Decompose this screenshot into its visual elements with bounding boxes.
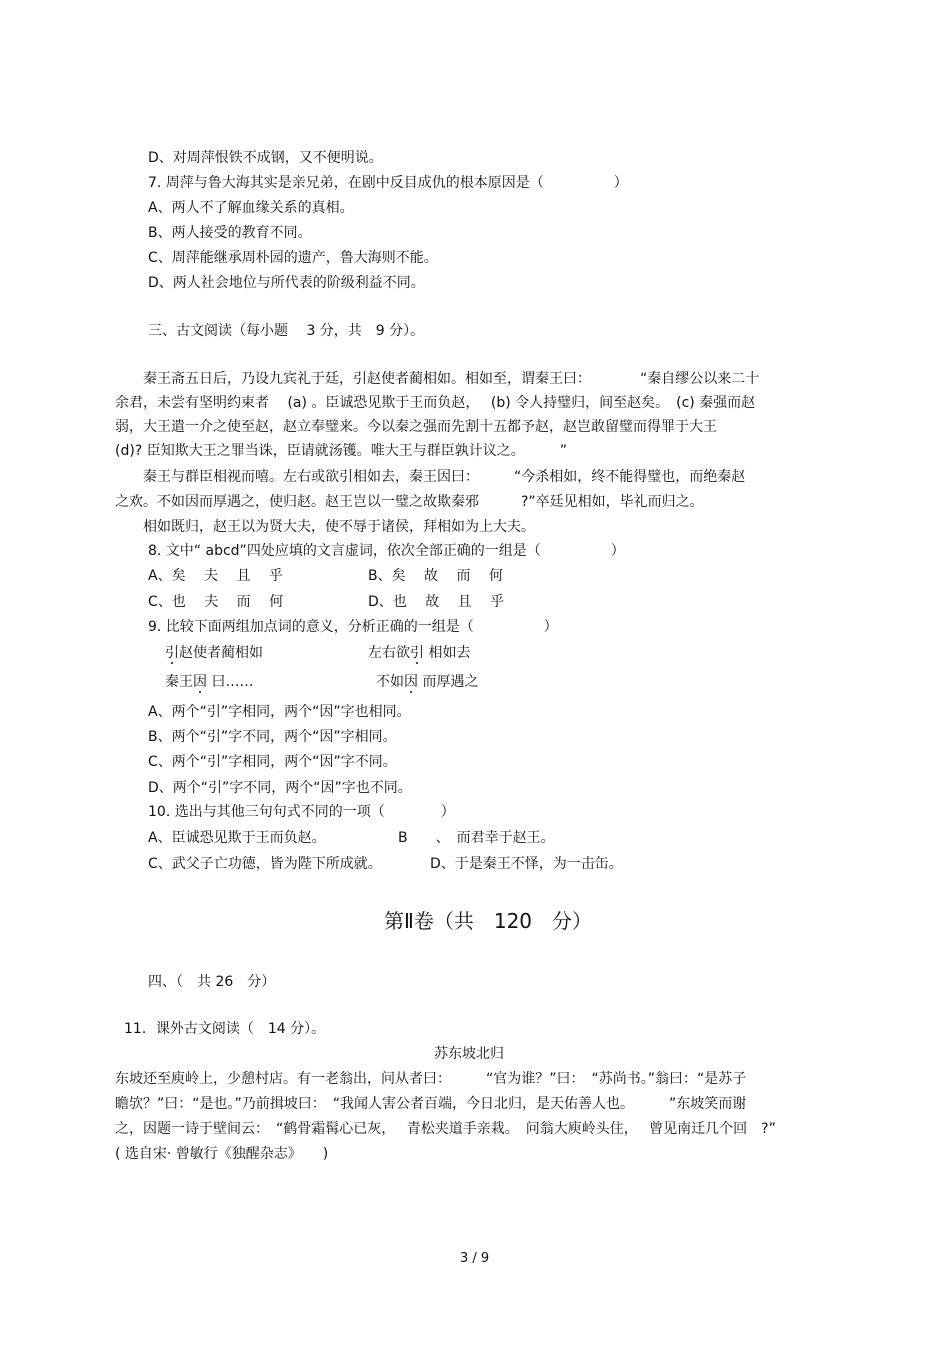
example-text: 秦王	[165, 674, 193, 690]
passage2-line: 瞻欤？”曰：“是也。”乃前揖坡曰： “我闻人害公者百端，今日北归，是天佑善人也。 ”东坡笑而谢	[115, 1096, 747, 1112]
q9-option-d: D、两个“引”字不同，两个“因”字也不同。	[148, 780, 412, 796]
passage-line: 秦王与群臣相视而嘻。左右或欲引相如去，秦王因曰： “今杀相如，终不能得璧也，而绝秦赵	[115, 469, 746, 485]
example-text: 不如	[376, 674, 404, 690]
page-number: 3 / 9	[460, 1251, 490, 1266]
q9-stem: 9. 比较下面两组加点词的意义，分析正确的一组是（ ）	[148, 619, 558, 635]
q7-option-d: D、两人社会地位与所代表的阶级利益不同。	[148, 275, 425, 291]
q9-example-3	[165, 672, 253, 692]
passage-line: 相如既归，赵王以为贤大夫，使不辱于诸侯，拜相如为上大夫。	[115, 519, 535, 535]
q10-option-c: C、武父子亡功德，皆为陛下所成就。	[148, 856, 382, 872]
dotted-word: 引	[410, 645, 424, 661]
q9-example-1	[165, 643, 263, 663]
passage-line: 弱，大王遣一介之使至赵，赵立奉璧来。今以秦之强而先割十五都予赵，赵岂敢留璧而得罪于大王	[115, 419, 717, 435]
q7-option-a: A、两人不了解血缘关系的真相。	[148, 200, 354, 216]
q8-stem: 8. 文中“ abcd”四处应填的文言虚词，依次全部正确的一组是（ ）	[148, 543, 625, 559]
example-text: 相如去	[424, 645, 471, 661]
passage-line: 之欢。不如因而厚遇之，使归赵。赵王岂以一璧之故欺秦邪 ?”卒廷见相如，毕礼而归之。	[115, 494, 704, 510]
section3-title: 三、古文阅读（每小题 3 分，共 9 分）。	[148, 323, 425, 339]
passage2-line: 之，因题一诗于壁间云： “鹤骨霜髯心已灰， 青松夹道手亲栽。 问翁大庾岭头住， 曾见南迁几个回 ?”	[115, 1121, 776, 1137]
example-text: 而厚遇之	[418, 674, 479, 690]
q7-stem: 7. 周萍与鲁大海其实是亲兄弟，在剧中反目成仇的根本原因是（ ）	[148, 175, 628, 191]
q8-option-b: B、矣 故 而 何	[368, 568, 503, 584]
q7-option-c: C、周萍能继承周朴园的遗产，鲁大海则不能。	[148, 250, 438, 266]
q11-title: 11．课外古文阅读（ 14 分）。	[124, 1021, 326, 1037]
example-text: 曰……	[207, 674, 254, 690]
q6-option-d: D、对周萍恨铁不成钢，又不便明说。	[148, 150, 383, 166]
part2-title: 第Ⅱ卷（共 120 分）	[384, 909, 593, 933]
example-text: 赵使者蔺相如	[179, 645, 263, 661]
passage-line: (d)? 臣知欺大王之罪当诛，臣请就汤镬。唯大王与群臣孰计议之。 ”	[115, 443, 567, 459]
dotted-word: 引	[165, 645, 179, 661]
q8-option-d: D、也 故 且 乎	[368, 594, 505, 610]
q10-option-a: A、臣诚恐见欺于王而负赵。	[148, 830, 326, 846]
q8-option-a: A、矣 夫 且 乎	[148, 568, 283, 584]
dotted-word: 因	[193, 674, 207, 690]
section4-title: 四、（ 共 26 分）	[148, 974, 276, 990]
q10-option-d: D、于是秦王不怿，为一击缶。	[430, 856, 623, 872]
q10-stem: 10. 选出与其他三句句式不同的一项（ ）	[148, 804, 455, 820]
passage-line: 秦王斋五日后，乃设九宾礼于廷，引赵使者蔺相如。相如至，谓秦王曰： “秦自缪公以来二十	[115, 371, 760, 387]
example-text: 左右欲	[368, 645, 410, 661]
dotted-word: 因	[404, 674, 418, 690]
passage2-line: 东坡还至庾岭上，少憩村店。有一老翁出，问从者曰： “官为谁？”曰： “苏尚书。”翁曰：“是苏子	[115, 1071, 747, 1087]
q9-option-c: C、两个“引”字相同，两个“因”字不同。	[148, 754, 397, 770]
q8-option-c: C、也 夫 而 何	[148, 594, 284, 610]
q9-option-b: B、两个“引”字不同，两个“因”字相同。	[148, 729, 397, 745]
q9-example-4	[376, 672, 478, 692]
passage2-line: ( 选自宋· 曾敏行《独醒杂志》 )	[115, 1146, 329, 1162]
q7-option-b: B、两人接受的教育不同。	[148, 225, 312, 241]
q9-option-a: A、两个“引”字相同，两个“因”字也相同。	[148, 704, 411, 720]
passage2-title: 苏东坡北归	[434, 1046, 504, 1062]
passage-line: 余君，未尝有坚明约束者 (a) 。臣诚恐见欺于王而负赵， (b) 令人持璧归，间至赵矣。 (c) 秦强而赵	[115, 395, 756, 411]
q9-example-2	[368, 643, 470, 663]
q10-option-b: B 、 而君幸于赵王。	[398, 830, 555, 846]
